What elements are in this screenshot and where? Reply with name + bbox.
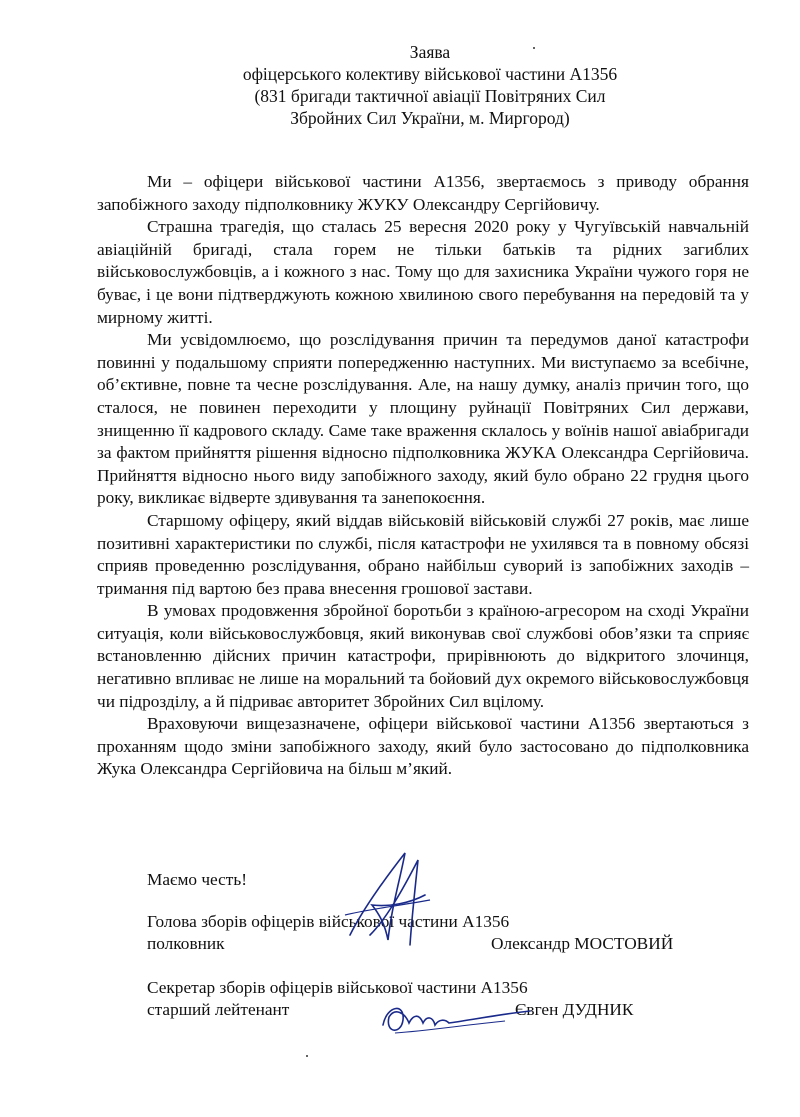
scan-speck [533, 47, 535, 49]
signature-mark-2 [375, 995, 535, 1040]
header-line-1: офіцерського колективу військової частини А1356 [242, 64, 618, 84]
paragraph-6: Враховуючи вищезазначене, офіцери військової частини А1356 звертаються з проханням щодо зміни запобіжного заходу, який було застосовано до підполковника Жука Олександра Сергійовича на більш м’який. [97, 714, 749, 779]
signatory-2-position: Секретар зборів офіцерів військової частини А1356 [147, 978, 528, 997]
signatory-1-position: Голова зборів офіцерів військової частини А1356 [147, 912, 510, 931]
document-body [97, 171, 749, 781]
document-header [100, 41, 760, 129]
paragraph-3: Ми усвідомлюємо, що розслідування причин та передумов даної катастрофи повинні у подальшому сприяти попередженню наступних. Ми виступаємо за всебічне, об’єктивне, повне та чесне розслідування. Але, на нашу думку, аналіз причин того, що сталося, не повинен переходити у площину руйнації Повітряних Сил держави, знищенню її кадрового складу. Саме таке враження склалось у воїнів нашої авіабригади за фактом прийняття рішення відносно підполковника ЖУКА Олександра Сергійовича. Прийняття відносно нього виду запобіжного заходу, який було обрано 22 грудня цього року, викликає відверте здивування та занепокоєння. [97, 330, 749, 508]
signatory-1-rank: полковник [147, 934, 225, 953]
header-line-2: (831 бригади тактичної авіації Повітряних Сил [254, 86, 606, 106]
paragraph-4: Старшому офіцеру, який віддав військовій військовій службі 27 років, має лише позитивні характеристики по службі, після катастрофи не ухилявся та в повному обсязі сприяв проведенню розслідування, обрано найбільш суворий із запобіжних заходів – тримання під вартою без права внесення грошової застави. [97, 510, 749, 598]
closing-phrase: Маємо честь! [147, 870, 248, 889]
paragraph-1: Ми – офіцери військової частини А1356, звертаємось з приводу обрання запобіжного заходу підполковнику ЖУКУ Олександру Сергійовичу. [97, 172, 749, 214]
signatory-1-name: Олександр МОСТОВИЙ [491, 934, 674, 953]
signatory-2-rank: старший лейтенант [147, 1000, 290, 1019]
paragraph-5: В умовах продовження збройної боротьби з країною-агресором на сході України ситуація, коли військовослужбовця, який виконував свої службові обов’язки та сприяє встановленню дійсних причин катастрофи, прирівнюють до відкритого злочинця, негативно впливає не лише на моральний та бойовий дух окремого військовослужбовця чи підрозділу, а й підриває авторитет Збройних Сил вцілому. [97, 601, 749, 711]
signatory-2-name: Євген ДУДНИК [515, 1000, 634, 1019]
paragraph-2: Страшна трагедія, що сталась 25 вересня 2020 року у Чугуївській навчальній авіаційній бригаді, стала горем не тільки батьків та рідних загиблих військовослужбовців, а і кожного з нас. Тому що для захисника України чужого горя не буває, і це вони підтверджують кожною хвилиною свого перебування на передовій та у мирному житті. [97, 217, 749, 327]
signature-mark-1 [330, 845, 440, 955]
scan-speck [306, 1055, 308, 1057]
header-line-3: Збройних Сил України, м. Миргород) [290, 108, 570, 128]
document-title: Заява [409, 42, 451, 62]
